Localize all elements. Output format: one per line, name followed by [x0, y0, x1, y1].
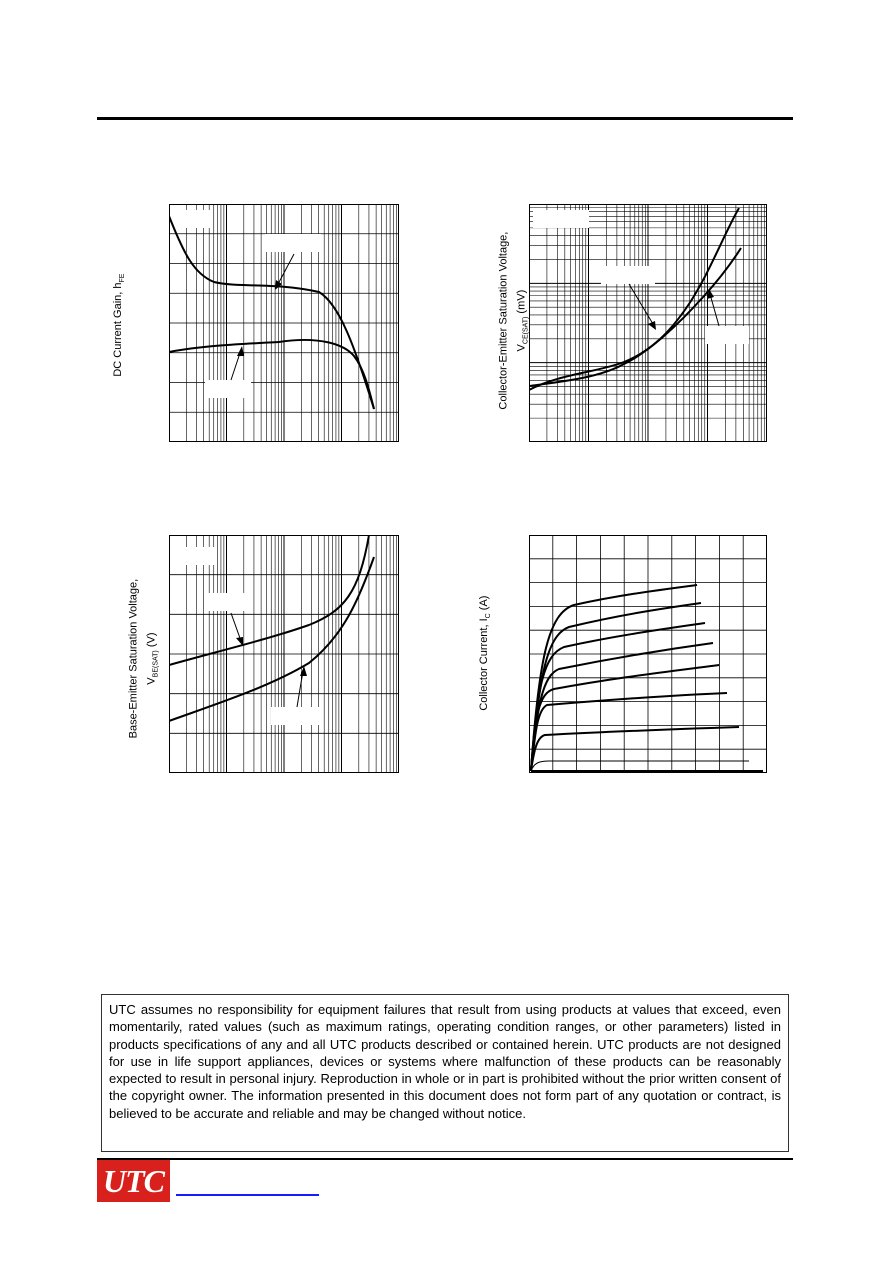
- ic-curve: [531, 643, 713, 771]
- vce-sat-plot: [529, 204, 767, 442]
- ic-curve: [531, 761, 749, 771]
- vbe-sat-y-axis-label: Base-Emitter Saturation Voltage, $V_{BE(SAT)}$ (V): [127, 578, 160, 739]
- vbe-sat-arrowhead: [236, 637, 243, 646]
- footer-rule: [97, 1158, 793, 1160]
- header-rule: [97, 117, 793, 120]
- vbe-sat-label-box: [179, 547, 215, 565]
- ic-chart: [529, 535, 767, 773]
- ic-plot: [529, 535, 767, 773]
- ic-curve: [531, 665, 719, 771]
- vbe-sat-arrow-line: [231, 613, 241, 641]
- dc-gain-arrowhead: [237, 346, 244, 356]
- dc-gain-label-box: [181, 210, 213, 228]
- vbe-sat-grid: [169, 535, 399, 773]
- dc-gain-label-box: [265, 234, 321, 252]
- ic-y-axis-label: Collector Current, $I_C$ (A): [477, 595, 493, 711]
- vce-sat-label-box: [705, 326, 749, 344]
- ic-curve: [531, 623, 705, 771]
- vce-sat-label-box: [533, 210, 589, 228]
- vbe-sat-label-box: [207, 593, 247, 611]
- vce-sat-arrow-line: [629, 284, 653, 324]
- vce-sat-arrowhead: [648, 321, 656, 330]
- vbe-sat-plot: [169, 535, 399, 773]
- dc-gain-chart: [169, 204, 399, 442]
- vce-sat-arrow-line: [710, 294, 719, 326]
- vce-sat-y-axis-label: Collector-Emitter Saturation Voltage, $V_{CE(SAT)}$ (mV): [497, 231, 530, 410]
- dc-gain-y-axis-label: DC Current Gain, $h_{FE}$: [111, 273, 127, 377]
- footer-link[interactable]: [176, 1194, 319, 1196]
- dc-gain-arrow-line: [277, 254, 294, 286]
- utc-logo: [97, 1160, 170, 1202]
- disclaimer-box: [101, 994, 789, 1152]
- utc-logo-text: UTC: [103, 1163, 164, 1199]
- vce-sat-grid: [529, 204, 767, 442]
- vce-sat-chart: [529, 204, 767, 442]
- ic-grid: [529, 535, 767, 773]
- disclaimer-text: UTC assumes no responsibility for equipment failures that result from using products at values that exceed, even momentarily, rated values (such as maximum ratings, operating condition ranges, or other parameters) listed in products specifications of any and all UTC products described or contained herein. UTC products are not designed for use in life support appliances, devices or systems where malfunction of these products can be reasonably expected to result in personal injury. Reproduction in whole or in part is prohibited without the prior written consent of the copyright owner. The information presented in this document does not form part of any quotation or contract, is believed to be accurate and reliable and may be changed without notice.: [109, 1002, 781, 1121]
- vbe-sat-arrow-line: [297, 671, 303, 707]
- dc-gain-plot: [169, 204, 399, 442]
- vbe-sat-chart: [169, 535, 399, 773]
- dc-gain-label-box: [205, 380, 251, 398]
- vce-sat-label-box: [601, 266, 655, 284]
- vbe-sat-label-box: [271, 707, 319, 725]
